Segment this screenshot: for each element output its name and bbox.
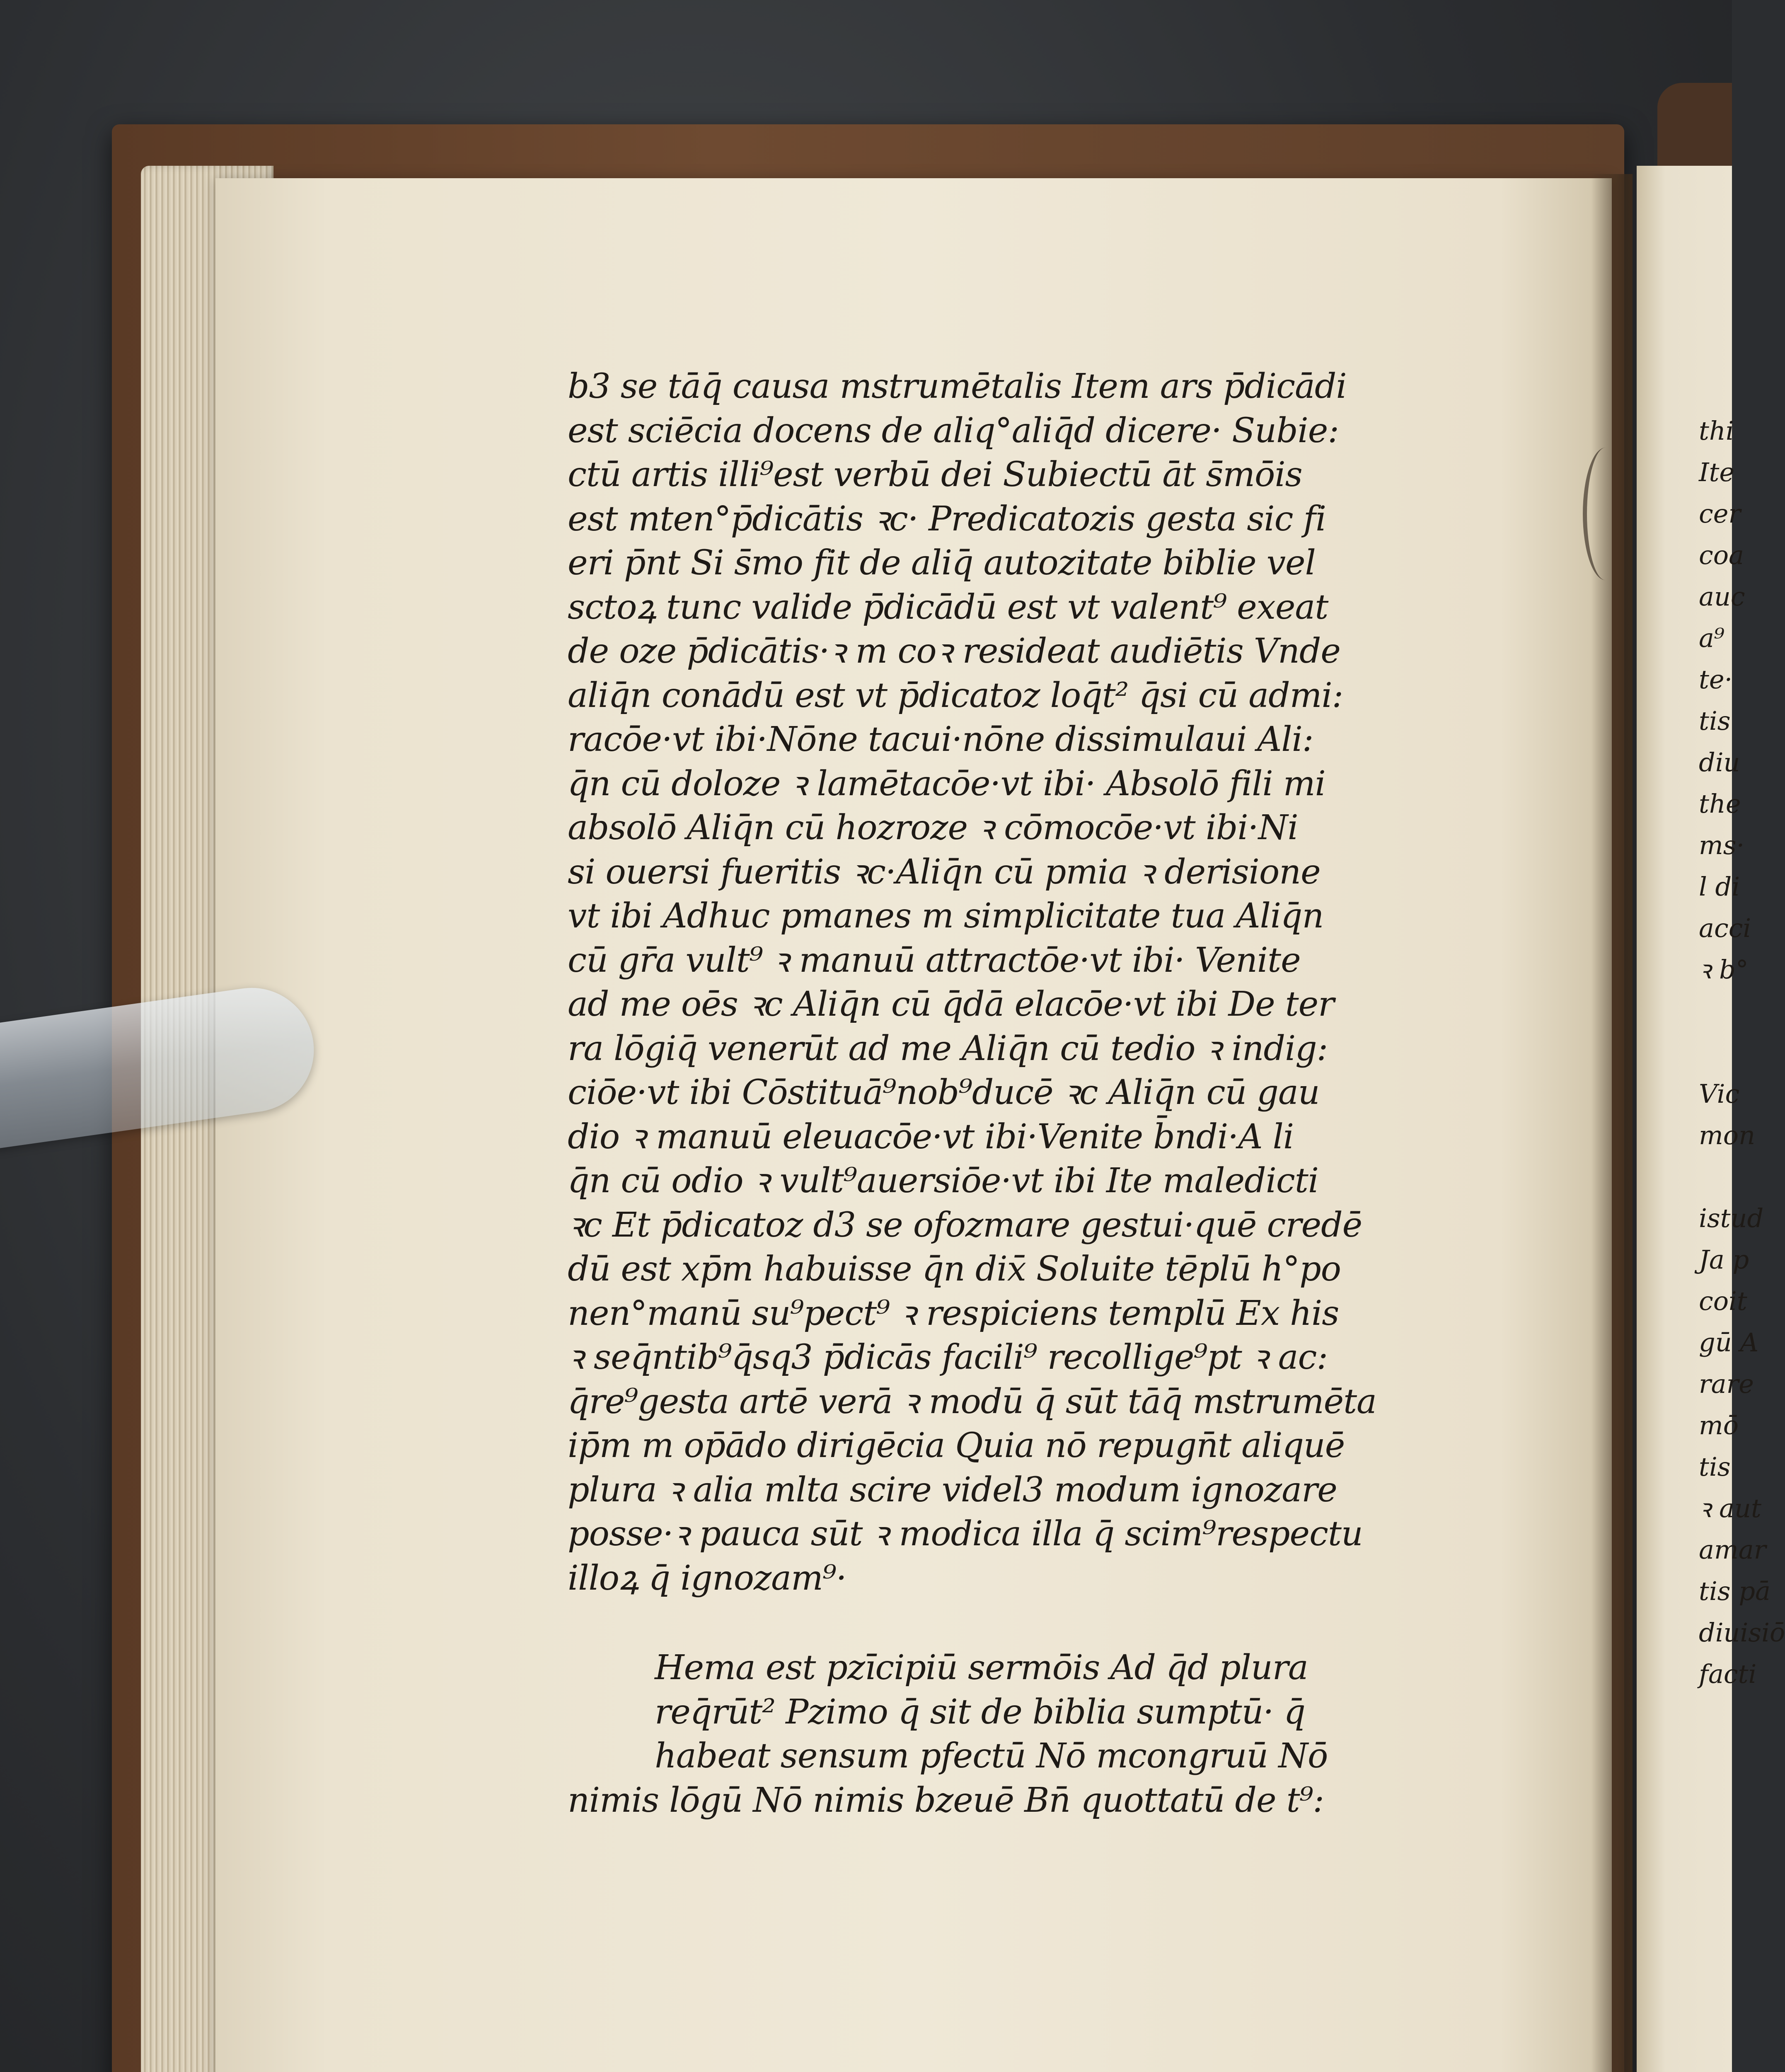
text-line: ꝛc Et p̄dicatoz d3 se ofozmare gestui·quē credē [568,1205,1362,1245]
text-line: ra lōgiq̄ venerūt ad me Aliq̄n cū tedio ꝛ indig: [568,1029,1328,1068]
text-line: plura ꝛ alia mlta scire videl3 modum ignozare [568,1470,1337,1510]
text-line: dū est xp̄m habuisse q̄n dix̄ Soluite tēplū h°po [568,1249,1341,1289]
right-page-fragment: mō [1699,1410,1739,1440]
text-line: ip̄m m op̄ādo dirigēcia Quia nō repugn̄t aliquē [568,1426,1345,1465]
page-tear-mark [1583,448,1628,580]
text-line: Hema est pzīcipiū sermōis Ad q̄d plura [655,1648,1308,1687]
text-line: q̄n cū doloze ꝛ lamētacōe·vt ibi· Absolō fili mi [568,764,1325,804]
text-line: ad me oēs ꝛc Aliq̄n cū q̄dā elacōe·vt ibi De ter [568,985,1334,1024]
right-page-fragment: l di [1699,871,1740,902]
text-line: est mten°p̄dicātis ꝛc· Predicatozis gesta sic fi [568,499,1326,539]
paragraph-1 [568,365,1438,1600]
text-line: b3 se tāq̄ causa mstrumētalis Item ars p̄dicādi [568,367,1347,406]
right-page-fragment: Vic [1699,1079,1740,1109]
text-line: req̄rūt² Pzimo q̄ sit de biblia sumptū· q̄ [655,1692,1306,1732]
text-line: de oze p̄dicātis·ꝛ m coꝛ resideat audiētis Vnde [568,632,1340,671]
right-page-fragment: coit [1699,1286,1747,1316]
text-line: est sciēcia docens de aliq°aliq̄d dicere· Subie: [568,411,1339,450]
text-line: nen°manū su⁹pect⁹ ꝛ respiciens templū Ex his [568,1293,1339,1333]
right-page-fragment [1699,1156,1732,1198]
text-line: illoꝝ q̄ ignozam⁹· [568,1558,847,1598]
right-page-fragment: tis pā [1699,1576,1770,1606]
text-line: racōe·vt ibi·Nōne tacui·nōne dissimulaui Ali: [568,720,1313,759]
right-page-fragment: coa [1699,540,1744,570]
binding-strap [1657,83,1732,166]
right-page-fragment: thi [1699,416,1734,446]
right-page-fragment: cer [1699,499,1741,529]
right-page-text-fragments [1699,410,1785,1695]
left-page-text [568,365,1438,1823]
text-line: eri p̄nt Si s̄mo fit de aliq̄ autozitate biblie vel [568,543,1316,583]
paragraph-2 [568,1646,1438,1823]
right-page-fragment: auc [1699,581,1745,612]
text-line: vt ibi Adhuc pmanes m simplicitate tua Aliq̄n [568,896,1324,936]
text-line: habeat sensum pfectū Nō mcongruū Nō [655,1736,1328,1776]
text-line: q̄n cū odio ꝛ vult⁹auersiōe·vt ibi Ite maledicti [568,1161,1319,1201]
text-line: ctū artis illi⁹est verbū dei Subiectū āt s̄mōis [568,455,1302,494]
right-page-fragment: te· [1699,664,1733,695]
text-line: absolō Aliq̄n cū hozroze ꝛ cōmocōe·vt ibi·Ni [568,808,1298,847]
text-line: si ouersi fueritis ꝛc·Aliq̄n cū pmia ꝛ derisione [568,852,1321,892]
text-line: dio ꝛ manuū eleuacōe·vt ibi·Venite b̄ndi·A li [568,1117,1294,1157]
right-page-fragment [1699,990,1732,1032]
right-page-fragment: ꝛ b° [1699,954,1749,985]
right-page-fragment: the [1699,789,1741,819]
right-page-fragment: amar [1699,1535,1766,1565]
text-line: cū gr̄a vult⁹ ꝛ manuū attractōe·vt ibi· Venite [568,940,1301,980]
text-line: posse·ꝛ pauca sūt ꝛ modica illa q̄ scim⁹respectu [568,1514,1363,1554]
right-page-fragment: acci [1699,913,1751,943]
right-page-fragment: mon [1699,1120,1756,1150]
right-page-fragment: facti [1699,1659,1757,1689]
right-page-fragment: diuisiō [1699,1617,1785,1648]
right-page-fragment: diu [1699,747,1740,777]
right-page-fragment: Ite [1699,457,1735,487]
text-line: nimis lōgū Nō nimis bzeuē Bn̄ quottatū de t⁹: [568,1780,1324,1820]
text-line: aliq̄n conādū est vt p̄dicatoz loq̄t² q̄si cū admi: [568,675,1343,715]
right-page-fragment: rare [1699,1369,1754,1399]
right-page-fragment: ms· [1699,830,1745,860]
right-page-fragment [1699,1032,1732,1073]
right-page-fragment: ꝛ aut [1699,1493,1761,1523]
right-page-fragment: tis [1699,1452,1731,1482]
right-page-fragment: tis [1699,706,1731,736]
right-page-fragment: a⁹ [1699,623,1725,653]
text-line: q̄re⁹gesta artē verā ꝛ modū q̄ sūt tāq̄ mstrumēta [568,1382,1376,1421]
text-line: ꝛ seq̄ntib⁹q̄sq3 p̄dicās facili⁹ recollige⁹pt ꝛ ac: [568,1338,1328,1377]
text-line: sctoꝝ tunc valide p̄dicādū est vt valent⁹ exeat [568,587,1328,627]
right-page-fragment: gū A [1699,1327,1759,1358]
text-line: ciōe·vt ibi Cōstituā⁹nob⁹ducē ꝛc Aliq̄n cū gau [568,1073,1320,1112]
right-page-fragment: Ja p [1699,1244,1749,1275]
right-page-fragment: istud [1699,1203,1764,1233]
